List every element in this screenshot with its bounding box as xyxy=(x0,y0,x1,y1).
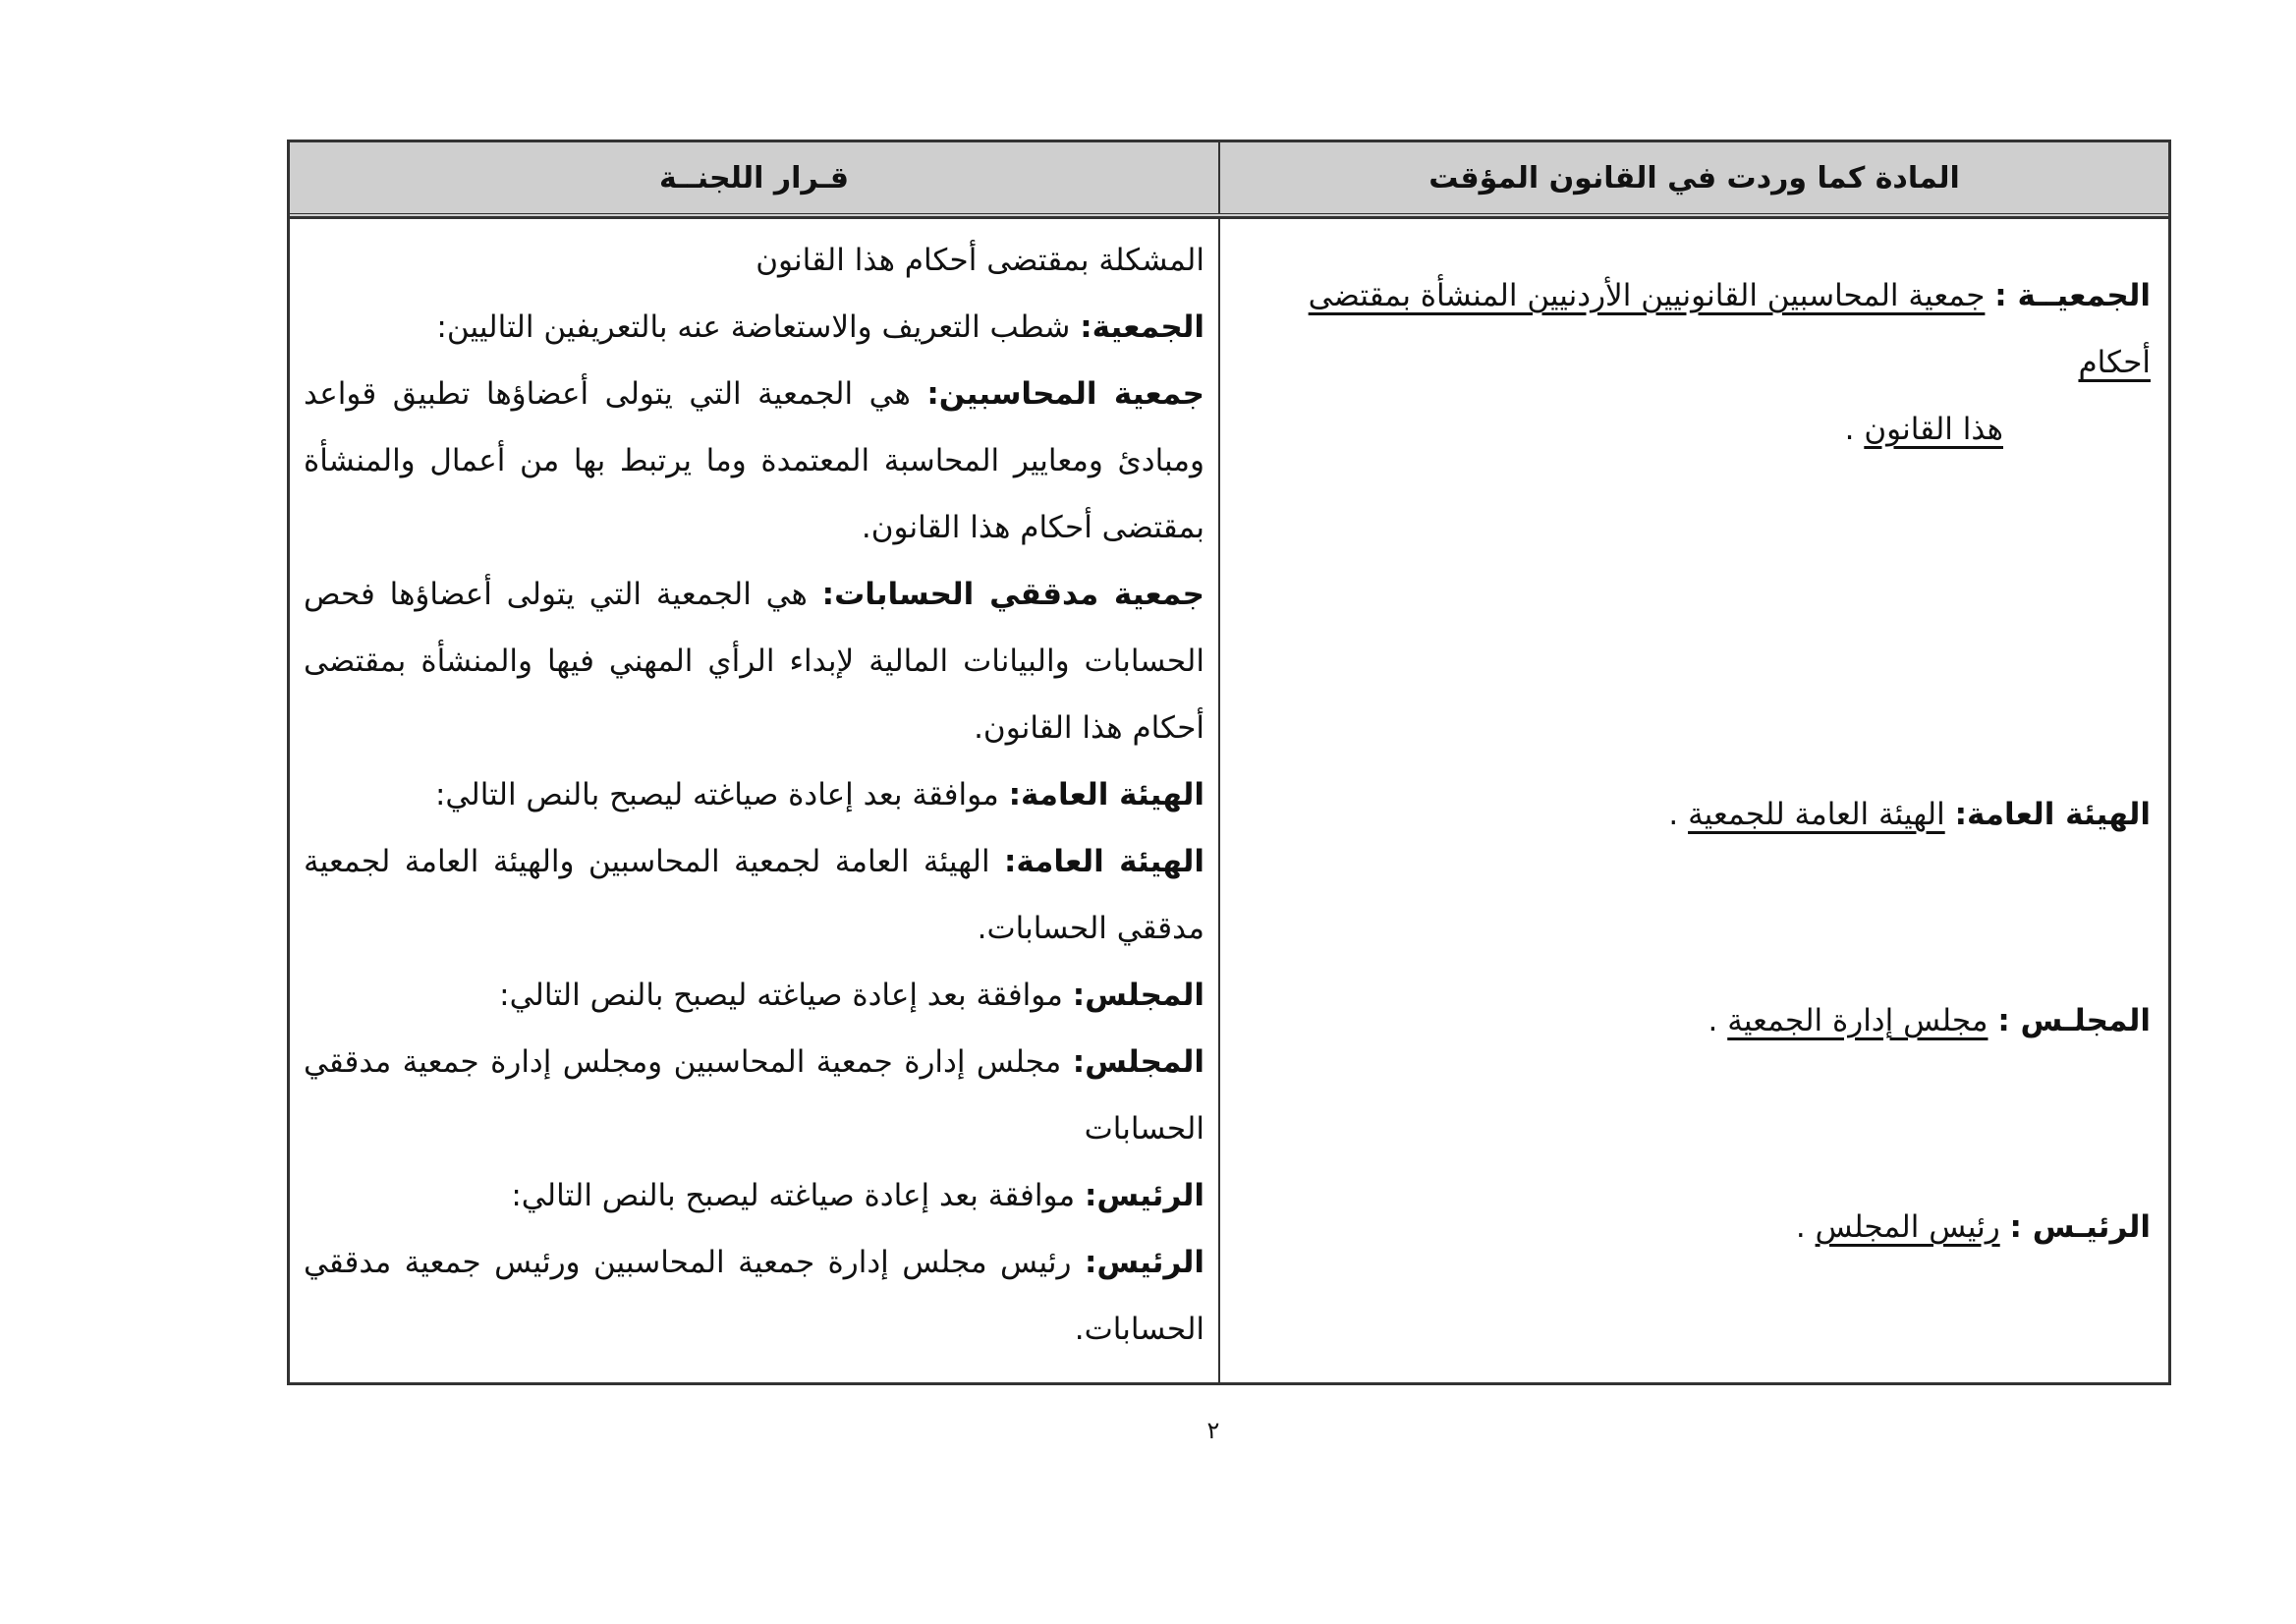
law-column xyxy=(1218,219,2168,1382)
table-header-row xyxy=(290,142,2168,217)
law-definition-council xyxy=(1234,987,2151,1054)
law-term-president: الرئيـس : xyxy=(2009,1209,2151,1245)
committee-p7 xyxy=(304,962,1204,1029)
committee-p4 xyxy=(304,561,1204,761)
committee-p7-text: موافقة بعد إعادة صياغته ليصبح بالنص التالي: xyxy=(499,978,1073,1013)
committee-p4-text: هي الجمعية التي يتولى أعضاؤها فحص الحسابات والبيانات المالية لإبداء الرأي المهني فيها والمنشأة بمقتضى أحكام هذا القانون. xyxy=(304,577,1204,746)
committee-p3 xyxy=(304,361,1204,561)
page-number: ٢ xyxy=(1206,1417,1220,1444)
law-trail-association: . xyxy=(1844,412,1865,447)
committee-p5-text: موافقة بعد إعادة صياغته ليصبح بالنص التالي: xyxy=(434,777,1009,812)
law-text-general-body: الهيئة العامة للجمعية xyxy=(1688,797,1945,832)
law-term-council: المجلـس : xyxy=(1997,1003,2151,1038)
committee-p9-text: موافقة بعد إعادة صياغته ليصبح بالنص التالي: xyxy=(511,1178,1085,1213)
law-definition-association xyxy=(1234,262,2151,463)
header-law-column: المادة كما وردت في القانون المؤقت xyxy=(1218,142,2168,213)
committee-p8 xyxy=(304,1029,1204,1162)
law-trail-general-body: . xyxy=(1668,797,1689,832)
committee-p2 xyxy=(304,294,1204,361)
comparison-table xyxy=(287,140,2171,1385)
committee-p10 xyxy=(304,1229,1204,1363)
law-text-association-line1: جمعية المحاسبين القانونيين الأردنيين المنشأة بمقتضى أحكام xyxy=(1308,278,2151,380)
table-body-row xyxy=(290,217,2168,1382)
law-trail-council: . xyxy=(1708,1003,1728,1038)
committee-p6-text: الهيئة العامة لجمعية المحاسبين والهيئة العامة لجمعية مدققي الحسابات. xyxy=(304,844,1204,946)
committee-p5-term: الهيئة العامة: xyxy=(1008,777,1204,812)
committee-p8-text: مجلس إدارة جمعية المحاسبين ومجلس إدارة جمعية مدققي الحسابات xyxy=(304,1044,1204,1147)
law-trail-president: . xyxy=(1795,1209,1816,1245)
committee-p6 xyxy=(304,828,1204,962)
committee-p10-text: رئيس مجلس إدارة جمعية المحاسبين ورئيس جمعية مدققي الحسابات. xyxy=(304,1245,1204,1347)
committee-p5 xyxy=(304,761,1204,828)
committee-p1: المشكلة بمقتضى أحكام هذا القانون xyxy=(756,243,1204,278)
committee-p2-term: الجمعية: xyxy=(1080,309,1204,345)
law-text-president: رئيس المجلس xyxy=(1815,1209,2000,1245)
committee-column xyxy=(290,219,1218,1382)
committee-p7-term: المجلس: xyxy=(1072,978,1204,1013)
law-definition-general-body xyxy=(1234,781,2151,848)
law-text-association-line2: هذا القانون xyxy=(1864,412,2003,447)
committee-p3-text: هي الجمعية التي يتولى أعضاؤها تطبيق قواعد ومبادئ ومعايير المحاسبة المعتمدة وما يرتبط بها من أعمال والمنشأة بمقتضى أحكام هذا القانون. xyxy=(304,376,1204,545)
committee-p8-term: المجلس: xyxy=(1072,1044,1204,1080)
law-term-general-body: الهيئة العامة: xyxy=(1954,797,2151,832)
committee-p6-term: الهيئة العامة: xyxy=(1003,844,1204,879)
law-definition-president xyxy=(1234,1194,2151,1260)
committee-p9-term: الرئيس: xyxy=(1084,1178,1204,1213)
committee-p9 xyxy=(304,1162,1204,1229)
header-committee-column: قـرار اللجنــة xyxy=(659,160,849,196)
committee-p3-term: جمعية المحاسبين: xyxy=(926,376,1204,412)
law-term-association: الجمعيــة : xyxy=(1994,278,2151,313)
committee-p10-term: الرئيس: xyxy=(1084,1245,1204,1280)
committee-p2-text: شطب التعريف والاستعاضة عنه بالتعريفين التاليين: xyxy=(436,309,1081,345)
committee-p4-term: جمعية مدققي الحسابات: xyxy=(821,577,1204,612)
law-text-council: مجلس إدارة الجمعية xyxy=(1727,1003,1988,1038)
